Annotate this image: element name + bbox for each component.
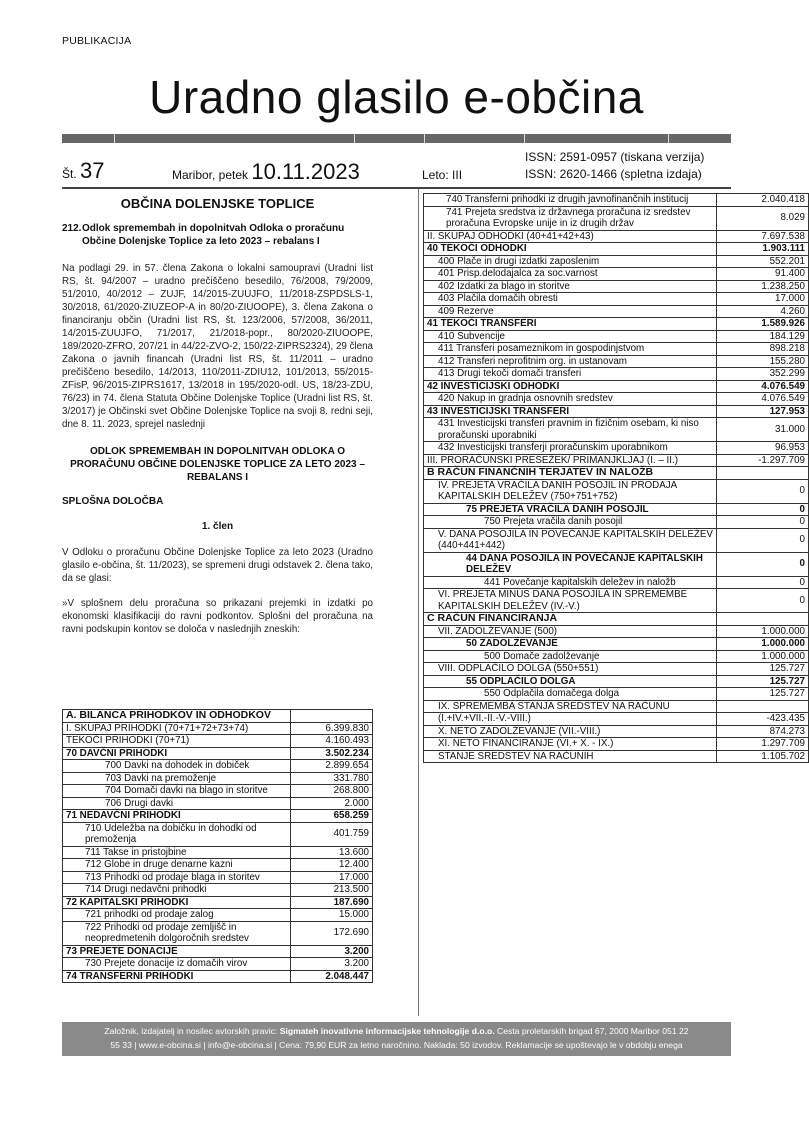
budget-row	[424, 268, 809, 281]
budget-item-label: 41 TEKOČI TRANSFERI	[424, 318, 717, 331]
budget-item-label: 721 prihodki od prodaje zalog	[63, 909, 291, 922]
budget-item-value: 0	[717, 528, 809, 552]
budget-row	[424, 194, 809, 207]
budget-item-value: -1.297.709	[717, 454, 809, 467]
budget-row	[63, 896, 373, 909]
budget-item-value: 3.200	[291, 945, 373, 958]
budget-item-value: 12.400	[291, 859, 373, 872]
budget-item-label: 432 Investicijski transferji proračunskim uporabnikom	[424, 442, 717, 455]
budget-item-value: 127.953	[717, 405, 809, 418]
budget-item-label: 412 Transferi neprofitnim org. in ustanovam	[424, 355, 717, 368]
budget-row	[424, 713, 809, 726]
budget-item-label: VII. ZADOLŽEVANJE (500)	[424, 625, 717, 638]
budget-item-label: C RAČUN FINANCIRANJA	[424, 613, 717, 626]
budget-row	[424, 418, 809, 442]
masthead-bar	[62, 134, 731, 143]
budget-row	[424, 738, 809, 751]
budget-item-label: 403 Plačila domačih obresti	[424, 293, 717, 306]
budget-item-label: I. SKUPAJ PRIHODKI (70+71+72+73+74)	[63, 722, 291, 735]
budget-table-part2	[423, 193, 809, 763]
budget-item-label: 710 Udeležba na dobičku in dohodki od premoženja	[63, 822, 291, 846]
budget-item-label: 409 Rezerve	[424, 305, 717, 318]
budget-item-value: 172.690	[291, 921, 373, 945]
budget-row	[63, 747, 373, 760]
budget-row	[63, 909, 373, 922]
budget-item-label: 712 Globe in druge denarne kazni	[63, 859, 291, 872]
preamble: Na podlagi 29. in 57. člena Zakona o lokalni samoupravi (Uradni list RS, št. 94/2007 – uradno prečiščeno besedilo, 76/2008, 79/2009, 51/2010, 40/2012 – ZUJF, 14/2015-ZUUJFO, 11/2018-ZSPDSLS-1, 30/2018, 61/2020-ZIUZEOP-A in 80/20-ZIUOOPE), 3. člena Zakona o financiranju občin (Uradni list RS, št. 123/2006, 57/2008, 36/2011, 14/2015-ZUUJFO, 71/2017, 21/2018-popr., 80/2020-ZIUOOPE, 189/2020-ZFRO, 207/21 in 44/22-ZVO-2, 150/22-ZIPRS2324), 29 člena Zakona o javnih financah (Uradni list RS, št. 11/2011 – uradno prečiščeno besedilo, 14/2013, 110/2011-ZDIU12, 101/2013, 55/2015-ZFisP, 96/2015-ZIPRS1617, 13/2018 in 195/2020-odl. US, 18/23-ZDU, 76/23) in 74. člena Statuta Občine Dolenjske Toplice (Uradni list RS, št. 3/2017) je Občinski svet Občine Dolenjske Toplice na svoji 8. redni seji, dne 8. 11. 2023, sprejel naslednji	[62, 263, 373, 430]
budget-row	[424, 243, 809, 256]
budget-item-value: 331.780	[291, 772, 373, 785]
budget-item-value: 658.259	[291, 810, 373, 823]
budget-row	[424, 442, 809, 455]
budget-item-label: 50 ZADOLŽEVANJE	[424, 638, 717, 651]
publisher-footer: Založnik, izdajatelj in nosilec avtorskih pravic: Sigmateh inovativne informacijske tehnologije d.o.o. Cesta proletarskih brigad 67, 2000 Maribor 051 22 55 33 | www.e-obcina.si | info@e-obcina.si | Cena: 79,90 EUR za letno naročnino. Naklada: 50 izvodov. Reklamacije se upoštevajo le v obdobju enega	[62, 1022, 731, 1056]
budget-item-label: 400 Plače in drugi izdatki zaposlenim	[424, 255, 717, 268]
budget-item-value: 187.690	[291, 896, 373, 909]
budget-item-label: 402 Izdatki za blago in storitve	[424, 280, 717, 293]
budget-row	[424, 613, 809, 626]
budget-item-label: IV. PREJETA VRAČILA DANIH POSOJIL IN PRODAJA KAPITALSKIH DELEŽEV (750+751+752)	[424, 479, 717, 503]
budget-item-label: 750 Prejeta vračila danih posojil	[424, 516, 717, 529]
budget-row	[424, 675, 809, 688]
budget-row	[424, 454, 809, 467]
budget-item-value: 874.273	[717, 725, 809, 738]
budget-item-value	[717, 613, 809, 626]
budget-item-value	[717, 467, 809, 480]
budget-item-label: 55 ODPLAČILO DOLGA	[424, 675, 717, 688]
budget-item-value	[291, 710, 373, 723]
budget-item-value: 352.299	[717, 368, 809, 381]
budget-item-value: 31.000	[717, 418, 809, 442]
budget-row	[63, 945, 373, 958]
budget-item-value: 3.502.234	[291, 747, 373, 760]
budget-item-value: 1.000.000	[717, 650, 809, 663]
budget-row	[424, 750, 809, 763]
budget-item-value: 4.260	[717, 305, 809, 318]
budget-row	[63, 846, 373, 859]
budget-row	[63, 760, 373, 773]
budget-item-label: XI. NETO FINANCIRANJE (VI.+ X. - IX.)	[424, 738, 717, 751]
budget-item-label: 706 Drugi davki	[63, 797, 291, 810]
budget-row	[424, 688, 809, 701]
budget-row	[424, 638, 809, 651]
budget-item-label: 75 PREJETA VRAČILA DANIH POSOJIL	[424, 503, 717, 516]
left-column	[62, 196, 373, 636]
budget-row	[424, 393, 809, 406]
budget-item-label: IX. SPREMEMBA STANJA SREDSTEV NA RAČUNU	[424, 700, 717, 713]
budget-item-value: 4.076.549	[717, 393, 809, 406]
budget-item-label: 72 KAPITALSKI PRIHODKI	[63, 896, 291, 909]
column-divider	[418, 189, 419, 1016]
budget-item-value: 125.727	[717, 688, 809, 701]
budget-item-label: 711 Takse in pristojbine	[63, 846, 291, 859]
article-heading: 1. člen	[201, 521, 234, 532]
budget-row	[63, 735, 373, 748]
budget-item-label: 431 Investicijski transferi pravnim in fizičnim osebam, ki niso proračunski uporabniki	[424, 418, 717, 442]
budget-row	[424, 293, 809, 306]
masthead-title: Uradno glasilo e-občina	[149, 71, 644, 123]
budget-row	[424, 330, 809, 343]
budget-row	[63, 710, 373, 723]
budget-item-label: 401 Prisp.delodajalca za soc.varnost	[424, 268, 717, 281]
municipality-heading: OBČINA DOLENJSKE TOPLICE	[120, 196, 315, 211]
budget-row	[424, 318, 809, 331]
budget-row	[424, 380, 809, 393]
budget-item-value: 1.238.250	[717, 280, 809, 293]
budget-row	[424, 663, 809, 676]
budget-item-value: 2.000	[291, 797, 373, 810]
budget-item-value: 125.727	[717, 675, 809, 688]
budget-item-label: TEKOČI PRIHODKI (70+71)	[63, 735, 291, 748]
budget-item-value: 2.040.418	[717, 194, 809, 207]
budget-row	[63, 810, 373, 823]
budget-item-value: 2.048.447	[291, 970, 373, 983]
budget-item-value: 0	[717, 552, 809, 576]
budget-item-value: 0	[717, 503, 809, 516]
budget-item-value	[717, 700, 809, 713]
budget-row	[63, 921, 373, 945]
budget-row	[424, 255, 809, 268]
section-heading: SPLOŠNA DOLOČBA	[62, 496, 164, 507]
budget-item-label: 700 Davki na dohodek in dobiček	[63, 760, 291, 773]
budget-item-label: B RAČUN FINANČNIH TERJATEV IN NALOŽB	[424, 467, 717, 480]
budget-row	[424, 343, 809, 356]
budget-item-value: 184.129	[717, 330, 809, 343]
budget-item-label: 704 Domači davki na blago in storitve	[63, 785, 291, 798]
budget-item-label: A. BILANCA PRIHODKOV IN ODHODKOV	[63, 710, 291, 723]
budget-item-label: 40 TEKOČI ODHODKI	[424, 243, 717, 256]
budget-item-label: 43 INVESTICIJSKI TRANSFERI	[424, 405, 717, 418]
budget-row	[424, 230, 809, 243]
budget-row	[424, 355, 809, 368]
budget-item-label: 740 Transferni prihodki iz drugih javnofinančnih institucij	[424, 194, 717, 207]
budget-item-label: 703 Davki na premoženje	[63, 772, 291, 785]
budget-item-value: 2.899.654	[291, 760, 373, 773]
budget-item-value: 17.000	[291, 871, 373, 884]
budget-table-part1	[62, 709, 373, 983]
budget-row	[424, 576, 809, 589]
decree-heading: ODLOK SPREMEMBAH IN DOPOLNITVAH ODLOKA O PRORAČUNU OBČINE DOLENJSKE TOPLICE ZA LETO 2023 – REBALANS I	[70, 446, 365, 483]
budget-item-value: 0	[717, 479, 809, 503]
budget-item-value: 0	[717, 589, 809, 613]
budget-item-value: 401.759	[291, 822, 373, 846]
budget-item-label: VI. PREJETA MINUS DANA POSOJILA IN SPREMEMBE KAPITALSKIH DELEŽEV (IV.-V.)	[424, 589, 717, 613]
budget-item-value: 552.201	[717, 255, 809, 268]
act-heading: 212. Odlok spremembah in dopolnitvah Odloka o proračunu Občine Dolenjske Toplice za leto 2023 – rebalans I	[62, 223, 345, 247]
budget-item-value: 91.400	[717, 268, 809, 281]
budget-item-value: 0	[717, 516, 809, 529]
budget-row	[63, 958, 373, 971]
budget-item-value: 1.105.702	[717, 750, 809, 763]
budget-item-label: 410 Subvencije	[424, 330, 717, 343]
budget-row	[424, 280, 809, 293]
budget-row	[424, 625, 809, 638]
budget-item-value: 213.500	[291, 884, 373, 897]
publication-date: Maribor, petek 10.11.2023	[172, 159, 360, 184]
budget-item-value: 15.000	[291, 909, 373, 922]
budget-item-label: 413 Drugi tekoči domači transferi	[424, 368, 717, 381]
budget-item-value: 1.589.926	[717, 318, 809, 331]
header-divider	[62, 187, 731, 189]
budget-item-value: 898.218	[717, 343, 809, 356]
budget-row	[424, 552, 809, 576]
budget-row	[63, 859, 373, 872]
budget-row	[424, 528, 809, 552]
budget-row	[63, 785, 373, 798]
budget-item-value: 155.280	[717, 355, 809, 368]
budget-row	[424, 206, 809, 230]
budget-item-label: (I.+IV.+VII.-II.-V.-VIII.)	[424, 713, 717, 726]
budget-item-value: 268.800	[291, 785, 373, 798]
publication-label: PUBLIKACIJA	[62, 35, 132, 47]
budget-row	[63, 884, 373, 897]
budget-item-value: 3.200	[291, 958, 373, 971]
budget-item-label: 411 Transferi posameznikom in gospodinjstvom	[424, 343, 717, 356]
budget-row	[63, 871, 373, 884]
budget-item-value: 1.297.709	[717, 738, 809, 751]
budget-item-label: V. DANA POSOJILA IN POVEČANJE KAPITALSKIH DELEŽEV (440+441+442)	[424, 528, 717, 552]
budget-item-label: 71 NEDAVČNI PRIHODKI	[63, 810, 291, 823]
budget-row	[424, 467, 809, 480]
budget-item-label: 730 Prejete donacije iz domačih virov	[63, 958, 291, 971]
budget-item-label: 73 PREJETE DONACIJE	[63, 945, 291, 958]
budget-item-value: 13.600	[291, 846, 373, 859]
budget-item-value: 7.697.538	[717, 230, 809, 243]
budget-item-label: 714 Drugi nedavčni prihodki	[63, 884, 291, 897]
budget-row	[63, 822, 373, 846]
budget-item-value: 1.903.111	[717, 243, 809, 256]
budget-item-label: 44 DANA POSOJILA IN POVEČANJE KAPITALSKIH DELEŽEV	[424, 552, 717, 576]
budget-row	[424, 368, 809, 381]
budget-row	[424, 503, 809, 516]
budget-item-value: -423.435	[717, 713, 809, 726]
budget-item-value: 125.727	[717, 663, 809, 676]
budget-item-value: 0	[717, 576, 809, 589]
budget-item-label: STANJE SREDSTEV NA RAČUNIH	[424, 750, 717, 763]
issn-online: ISSN: 2620-1466 (spletna izdaja)	[525, 167, 702, 181]
budget-item-label: 500 Domače zadolževanje	[424, 650, 717, 663]
budget-item-label: 713 Prihodki od prodaje blaga in storitev	[63, 871, 291, 884]
budget-row	[424, 479, 809, 503]
budget-item-label: 70 DAVČNI PRIHODKI	[63, 747, 291, 760]
budget-item-value: 4.076.549	[717, 380, 809, 393]
budget-item-value: 8.029	[717, 206, 809, 230]
budget-item-label: 550 Odplačila domačega dolga	[424, 688, 717, 701]
budget-item-value: 1.000.000	[717, 625, 809, 638]
budget-item-label: III. PRORAČUNSKI PRESEŽEK/ PRIMANJKLJAJ (I. – II.)	[424, 454, 717, 467]
budget-row	[424, 725, 809, 738]
article-text: V Odloku o proračunu Občine Dolenjske Toplice za leto 2023 (Uradno glasilo e-občina, št. 11/2023), se spremeni drugi odstavek 2. člena tako, da se glasi:	[62, 547, 373, 584]
budget-row	[424, 305, 809, 318]
budget-row	[424, 405, 809, 418]
budget-item-label: 420 Nakup in gradnja osnovnih sredstev	[424, 393, 717, 406]
article-text: »V splošnem delu proračuna so prikazani prejemki in izdatki po ekonomski klasifikaciji do ravni podkontov. Splošni del proračuna na ravni podskupin kontov se določa v naslednjih zneskih:	[62, 598, 373, 635]
issn-print: ISSN: 2591-0957 (tiskana verzija)	[525, 150, 705, 164]
budget-row	[63, 772, 373, 785]
budget-item-label: 741 Prejeta sredstva iz državnega proračuna iz sredstev proračuna Evropske unije in iz drugih držav	[424, 206, 717, 230]
budget-row	[63, 722, 373, 735]
budget-row	[63, 970, 373, 983]
issue-number: Št. 37	[62, 158, 105, 183]
budget-item-label: 441 Povečanje kapitalskih deležev in naložb	[424, 576, 717, 589]
publication-year: Leto: III	[422, 168, 463, 182]
budget-item-value: 4.160.493	[291, 735, 373, 748]
budget-item-label: 42 INVESTICIJSKI ODHODKI	[424, 380, 717, 393]
budget-row	[424, 516, 809, 529]
budget-item-label: VIII. ODPLAČILO DOLGA (550+551)	[424, 663, 717, 676]
budget-item-value: 96.953	[717, 442, 809, 455]
budget-item-label: 74 TRANSFERNI PRIHODKI	[63, 970, 291, 983]
budget-item-label: II. SKUPAJ ODHODKI (40+41+42+43)	[424, 230, 717, 243]
budget-row	[424, 700, 809, 713]
budget-item-value: 6.399.830	[291, 722, 373, 735]
budget-row	[63, 797, 373, 810]
budget-item-value: 1.000.000	[717, 638, 809, 651]
budget-item-value: 17.000	[717, 293, 809, 306]
budget-row	[424, 650, 809, 663]
budget-item-label: 722 Prihodki od prodaje zemljišč in neopredmetenih dolgoročnih sredstev	[63, 921, 291, 945]
budget-item-label: X. NETO ZADOLŽEVANJE (VII.-VIII.)	[424, 725, 717, 738]
budget-row	[424, 589, 809, 613]
